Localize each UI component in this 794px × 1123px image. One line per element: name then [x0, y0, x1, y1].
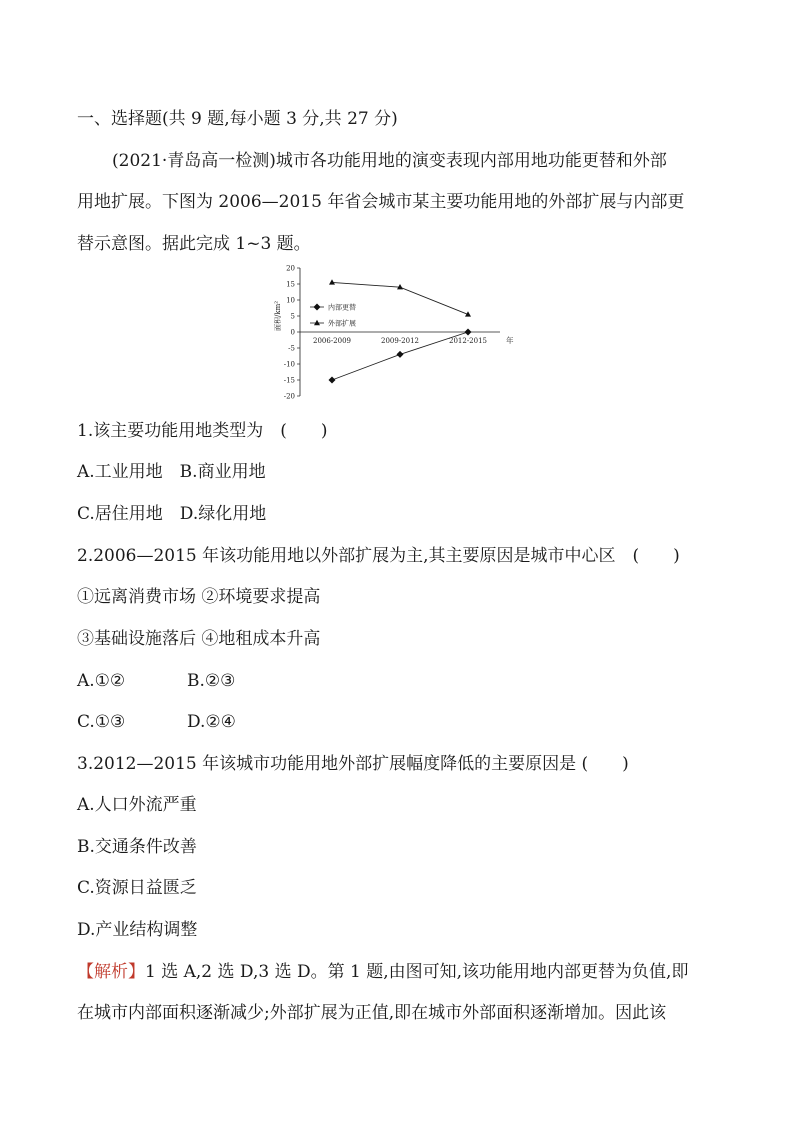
- intro-line-1: (2021·青岛高一检测)城市各功能用地的演变表现内部用地功能更替和外部: [112, 151, 667, 171]
- y-tick-label: 20: [286, 264, 295, 273]
- q1-options-ab: A.工业用地 B.商业用地: [77, 462, 266, 482]
- analysis-line-1: [77, 961, 688, 983]
- legend-marker-1: [314, 304, 321, 311]
- series-1-point: [465, 329, 472, 336]
- intro-line-3: 替示意图。据此完成 1~3 题。: [77, 234, 311, 254]
- q2-option-a: A.①②: [77, 671, 126, 691]
- series-2-point: [329, 279, 335, 284]
- y-tick-label: -5: [288, 344, 295, 353]
- x-category-label: 2012-2015: [449, 337, 487, 345]
- q3-option-c: C.资源日益匮乏: [77, 878, 197, 898]
- x-category-label: 2006-2009: [313, 337, 351, 345]
- y-tick-label: -20: [283, 392, 295, 400]
- x-axis-label: 年: [506, 336, 514, 345]
- q2-items-34: ③基础设施落后 ④地租成本升高: [77, 629, 321, 649]
- analysis-text-1: 1 选 A,2 选 D,3 选 D。第 1 题,由图可知,该功能用地内部更替为负值,即: [145, 962, 689, 982]
- intro-line-2: 用地扩展。下图为 2006—2015 年省会城市某主要功能用地的外部扩展与内部更: [77, 192, 685, 212]
- y-tick-label: -15: [283, 376, 295, 385]
- q2-stem: 2.2006—2015 年该功能用地以外部扩展为主,其主要原因是城市中心区 ( ): [77, 546, 680, 566]
- q3-option-b: B.交通条件改善: [77, 837, 197, 857]
- q3-option-d: D.产业结构调整: [77, 920, 198, 940]
- y-tick-label: 0: [290, 328, 295, 337]
- x-category-label: 2009-2012: [381, 337, 419, 345]
- series-1-point: [329, 377, 336, 384]
- q2-option-d: D.②④: [187, 712, 236, 732]
- y-tick-label: -10: [283, 360, 295, 369]
- q2-option-c: C.①③: [77, 712, 126, 732]
- legend-label-1: 内部更替: [328, 303, 356, 312]
- legend-label-2: 外部扩展: [328, 319, 356, 328]
- land-use-chart: [270, 260, 520, 400]
- y-tick-label: 15: [286, 280, 295, 289]
- series-1-point: [397, 351, 404, 358]
- y-axis-label: 面积/km²: [274, 300, 282, 332]
- q1-options-cd: C.居住用地 D.绿化用地: [77, 504, 267, 524]
- q2-option-b: B.②③: [187, 671, 236, 691]
- q3-stem: 3.2012—2015 年该城市功能用地外部扩展幅度降低的主要原因是 ( ): [77, 754, 629, 774]
- analysis-label: 【解析】: [77, 962, 145, 982]
- y-tick-label: 5: [290, 312, 295, 321]
- q2-items-12: ①远离消费市场 ②环境要求提高: [77, 587, 321, 607]
- analysis-line-2: 在城市内部面积逐渐减少;外部扩展为正值,即在城市外部面积逐渐增加。因此该: [77, 1003, 667, 1023]
- legend-marker-2: [314, 320, 320, 325]
- q3-option-a: A.人口外流严重: [77, 795, 197, 815]
- section-header: 一、选择题(共 9 题,每小题 3 分,共 27 分): [77, 109, 398, 129]
- q1-stem: 1.该主要功能用地类型为 ( ): [77, 421, 328, 441]
- y-tick-label: 10: [286, 296, 295, 305]
